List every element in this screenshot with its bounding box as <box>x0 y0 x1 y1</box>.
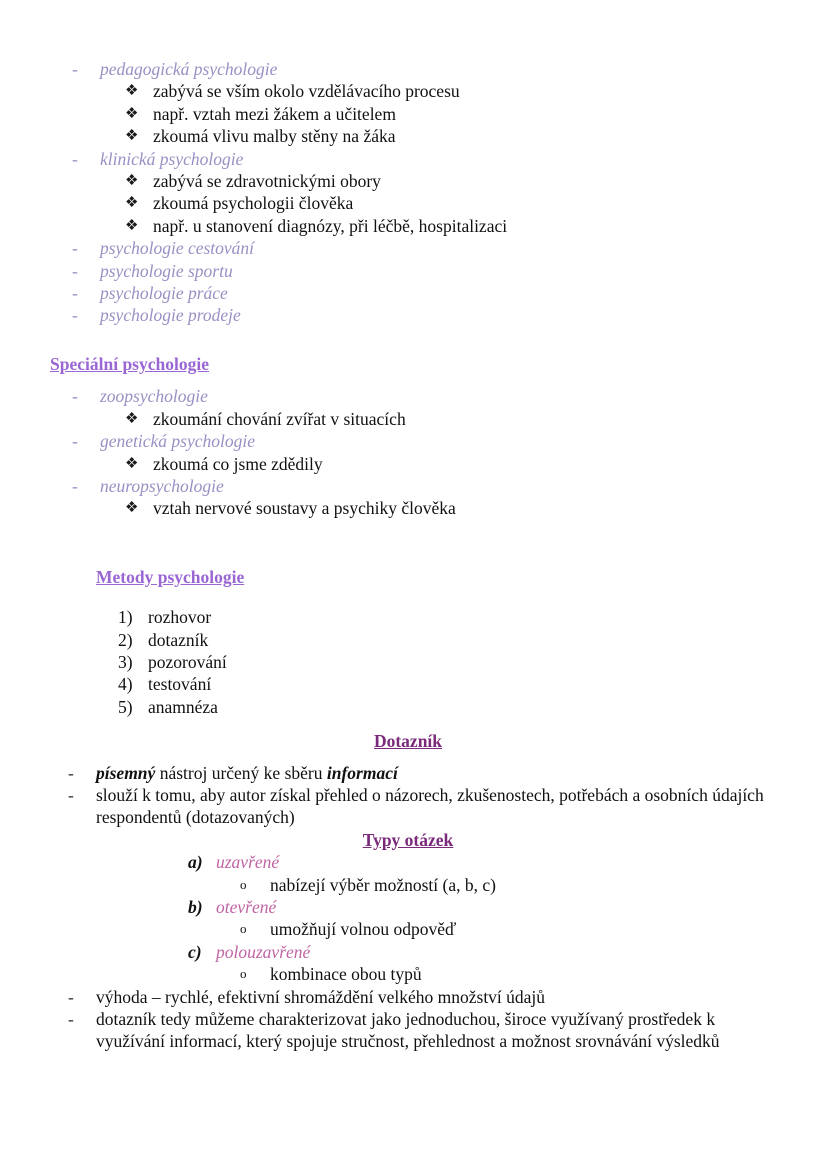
branch-name: psychologie cestování <box>100 238 255 259</box>
list-item-detail <box>50 453 766 475</box>
list-item-question-type <box>50 941 766 963</box>
dash-bullet-icon: - <box>68 784 74 805</box>
section-heading-methods: Metody psychologie <box>96 566 245 587</box>
question-type-label: otevřené <box>216 897 277 917</box>
list-item-branch <box>50 282 766 304</box>
list-item-detail <box>50 125 766 147</box>
definition-middle: nástroj určený ke sběru <box>155 762 327 783</box>
dash-bullet-icon: - <box>72 431 78 452</box>
detail-text: zkoumá vlivu malby stěny na žáka <box>153 126 396 147</box>
questionnaire-section <box>50 730 766 1053</box>
heading-wrapper <box>50 566 766 588</box>
list-item-branch <box>50 58 766 80</box>
branch-name: klinická psychologie <box>100 148 244 169</box>
list-item-method <box>50 673 766 695</box>
heading-wrapper <box>50 339 766 375</box>
definition-text <box>96 762 398 784</box>
methods-section <box>50 566 766 718</box>
list-item-detail <box>50 170 766 192</box>
list-item-question-type <box>50 896 766 918</box>
circle-bullet-icon: o <box>240 876 247 892</box>
method-label: anamnéza <box>148 696 218 717</box>
list-item-detail <box>50 192 766 214</box>
diamond-bullet-icon: ❖ <box>125 410 139 427</box>
heading-wrapper <box>50 730 766 752</box>
question-type-detail: umožňují volnou odpověď <box>270 919 457 940</box>
dash-bullet-icon: - <box>72 238 78 259</box>
list-item-definition <box>50 762 766 784</box>
detail-text: zkoumá psychologii člověka <box>153 193 354 214</box>
branch-name: neuropsychologie <box>100 475 224 496</box>
branch-name: genetická psychologie <box>100 431 256 452</box>
detail-text: zabývá se zdravotnickými obory <box>153 171 381 192</box>
applied-branches-list <box>50 58 766 327</box>
advantage-text: výhoda – rychlé, efektivní shromáždění velkého množství údajů <box>96 986 546 1007</box>
spacer <box>50 753 766 762</box>
dash-bullet-icon: - <box>72 305 78 326</box>
list-item-summary <box>50 1008 766 1053</box>
dash-bullet-icon: - <box>72 260 78 281</box>
question-type-detail: nabízejí výběr možností (a, b, c) <box>270 874 496 895</box>
list-number: 2) <box>118 629 133 650</box>
branch-name: psychologie prodeje <box>100 305 241 326</box>
list-item-detail <box>50 103 766 125</box>
diamond-bullet-icon: ❖ <box>125 195 139 212</box>
question-type-detail: kombinace obou typů <box>270 964 422 985</box>
diamond-bullet-icon: ❖ <box>125 128 139 145</box>
detail-text: např. vztah mezi žákem a učitelem <box>153 103 396 124</box>
diamond-bullet-icon: ❖ <box>125 500 139 517</box>
diamond-bullet-icon: ❖ <box>125 217 139 234</box>
list-item-branch <box>50 260 766 282</box>
detail-text: zkoumání chování zvířat v situacích <box>153 408 406 429</box>
list-item-detail <box>50 408 766 430</box>
method-label: rozhovor <box>148 607 212 628</box>
list-item-question-type <box>50 851 766 873</box>
question-type-label: polouzavřené <box>216 941 311 962</box>
list-number: 1) <box>118 607 133 628</box>
list-letter: b) <box>188 897 203 917</box>
section-heading-questionnaire: Dotazník <box>373 731 443 752</box>
list-item-detail <box>50 80 766 102</box>
heading-wrapper <box>50 829 766 851</box>
method-label: testování <box>148 674 212 695</box>
list-item-branch <box>50 148 766 170</box>
dash-bullet-icon: - <box>72 386 78 407</box>
dash-bullet-icon: - <box>72 283 78 304</box>
list-item-detail <box>50 497 766 519</box>
list-item-purpose <box>50 784 766 829</box>
purpose-text: slouží k tomu, aby autor získal přehled o názorech, zkušenostech, potřebách a osobních údajích respondentů (dotazovaných) <box>96 784 764 828</box>
detail-text: např. u stanovení diagnózy, při léčbě, hospitalizaci <box>153 215 508 236</box>
list-item-branch <box>50 430 766 452</box>
detail-text: zkoumá co jsme zdědily <box>153 453 323 474</box>
list-item-branch <box>50 237 766 259</box>
spacer <box>50 718 766 730</box>
diamond-bullet-icon: ❖ <box>125 105 139 122</box>
spacer <box>50 375 766 385</box>
list-item-branch <box>50 475 766 497</box>
detail-text: zabývá se vším okolo vzdělávacího procesu <box>153 81 460 102</box>
list-item-method <box>50 629 766 651</box>
dash-bullet-icon: - <box>68 1009 74 1030</box>
list-item-method <box>50 696 766 718</box>
definition-emphasis-end: informací <box>326 762 398 783</box>
list-item-method <box>50 606 766 628</box>
question-type-label: uzavřené <box>216 852 280 873</box>
list-number: 5) <box>118 696 133 717</box>
diamond-bullet-icon: ❖ <box>125 455 139 472</box>
summary-text: dotazník tedy můžeme charakterizovat jako jednoduchou, široce využívaný prostředek k využívání informací, který spojuje stručnost, přehlednost a možnost srovnávání výsledků <box>96 1009 720 1052</box>
circle-bullet-icon: o <box>240 921 247 937</box>
dash-bullet-icon: - <box>68 762 74 783</box>
list-letter: a) <box>188 852 203 873</box>
list-number: 3) <box>118 651 133 672</box>
special-psychology-section <box>50 339 766 520</box>
detail-text: vztah nervové soustavy a psychiky člověka <box>153 498 456 519</box>
list-number: 4) <box>118 674 133 695</box>
spacer <box>50 588 766 606</box>
branch-name: zoopsychologie <box>100 386 208 407</box>
list-item-question-detail <box>50 963 766 985</box>
list-item-method <box>50 651 766 673</box>
list-item-question-detail <box>50 874 766 896</box>
dash-bullet-icon: - <box>72 148 78 169</box>
branch-name: psychologie sportu <box>100 260 233 281</box>
method-label: dotazník <box>148 629 209 650</box>
spacer <box>50 327 766 339</box>
list-item-question-detail <box>50 918 766 940</box>
dash-bullet-icon: - <box>68 986 74 1007</box>
section-heading-question-types: Typy otázek <box>362 829 454 850</box>
branch-name: pedagogická psychologie <box>100 59 278 79</box>
branch-name: psychologie práce <box>100 283 228 304</box>
list-item-branch <box>50 304 766 326</box>
list-item-branch <box>50 385 766 407</box>
list-item-advantage <box>50 986 766 1008</box>
spacer <box>50 520 766 566</box>
dash-bullet-icon: - <box>72 59 78 79</box>
method-label: pozorování <box>148 651 227 672</box>
dash-bullet-icon: - <box>72 475 78 496</box>
list-letter: c) <box>188 941 202 962</box>
section-heading-special: Speciální psychologie <box>50 353 209 374</box>
list-item-detail <box>50 215 766 237</box>
diamond-bullet-icon: ❖ <box>125 83 139 100</box>
circle-bullet-icon: o <box>240 966 247 982</box>
diamond-bullet-icon: ❖ <box>125 173 139 190</box>
definition-emphasis-start: písemný <box>96 762 156 783</box>
